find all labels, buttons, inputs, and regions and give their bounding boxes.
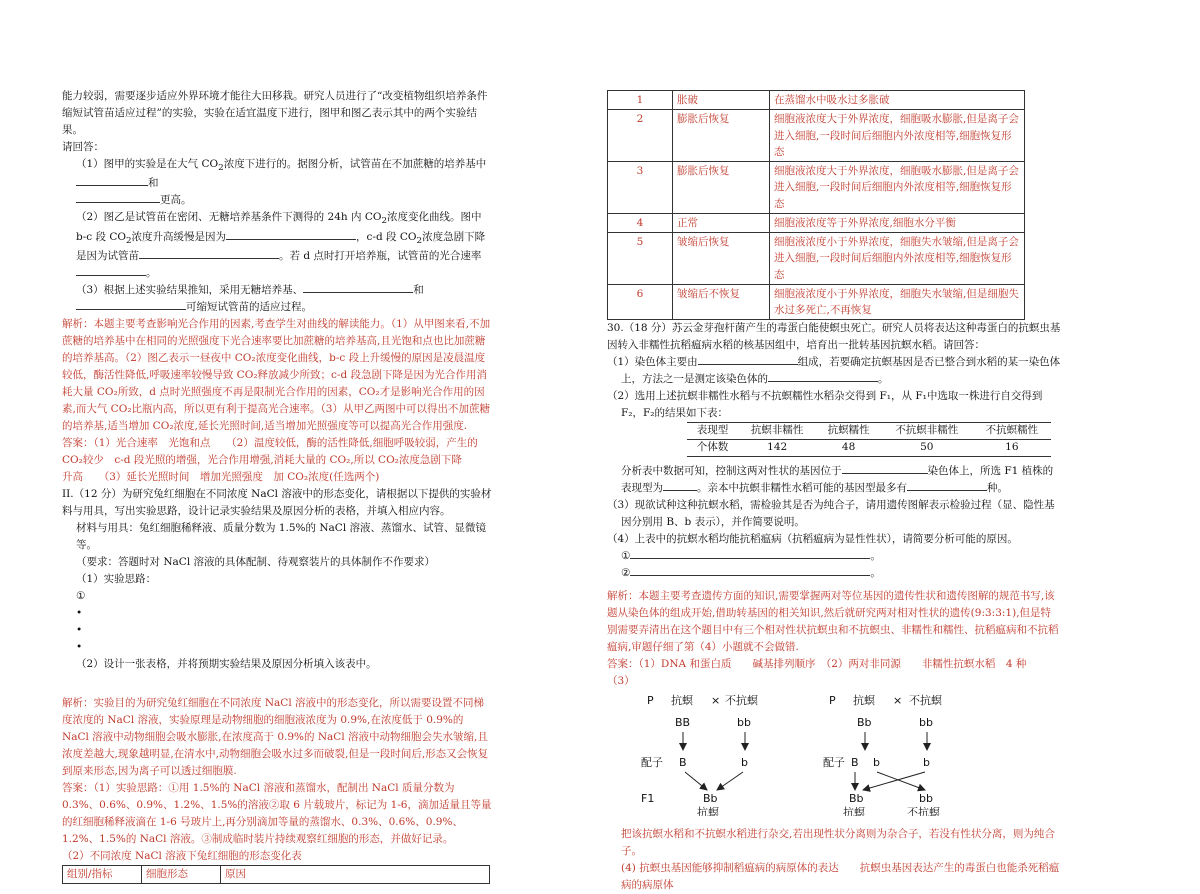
requirement-text: （要求：答题时对 NaCl 溶液的具体配制、待观察装片的具体制作不作要求）: [76, 555, 436, 568]
rbc-group-cell: 5: [608, 233, 673, 285]
q30-part-4: （4）上表中的抗螟水稻均能抗稻瘟病（抗稻瘟病为显性性状），请简要分析可能的原因。: [607, 532, 1018, 545]
gamete-b3-right: b: [923, 755, 930, 769]
conclusion-text: 把该抗螟水稻和不抗螟水稻进行杂交,若出现性状分离则为杂合子，若没有性状分离，则为纯合子。: [621, 827, 1055, 857]
question-3: （3）根据上述实验结果推知，采用无糖培养基、 和可缩短试管苗的适应过程。: [76, 283, 424, 313]
rbc-table-row: [608, 162, 1025, 214]
stat-h2: 抗螟糯性: [816, 423, 881, 440]
rbc-table-row: [608, 91, 1025, 110]
answer-3-3: （3）: [607, 674, 635, 687]
bullet-2: •: [76, 623, 83, 636]
bb-f1-right: Bb: [849, 791, 864, 805]
stat-v3: 50: [920, 441, 934, 454]
stat-v1: 142: [767, 441, 788, 454]
nonresistant-left: 不抗螟: [725, 693, 758, 707]
left-column: [62, 88, 492, 884]
bb-het-right: Bb: [857, 715, 872, 729]
rbc-shape-cell: 胀破: [673, 91, 770, 110]
rbc-reason-cell: 细胞液浓度等于外界浓度,细胞水分平衡: [770, 213, 1025, 232]
rbc-reason-cell: 细胞液浓度小于外界浓度，细胞失水皱缩,但是细胞失水过多死亡,不再恢复: [770, 284, 1025, 320]
rbc-shape-cell: 皱缩后恢复: [673, 233, 770, 285]
gamete-b-left: B: [679, 755, 687, 769]
intro-text: 能力较弱，需要逐步适应外界环境才能往大田移栽。研究人员进行了“改变植物组织培养条件缩短试管苗适应过程”的实验，实验在适宜温度下进行，图甲和图乙表示其中的两个实验结果。: [62, 90, 488, 136]
question-prompt: 请回答：: [62, 141, 104, 153]
stat-v4: 16: [1005, 441, 1019, 454]
stat-v2: 48: [841, 441, 856, 454]
q30-intro: 30.（18 分）苏云金芽孢杆菌产生的毒蛋白能使螟虫死亡。研究人员将表达这种毒蛋白的抗螟虫基因转入非糯性抗稻瘟病水稻的核基因组中，培育出一批转基因抗螟水稻。请回答：: [607, 322, 1061, 352]
question-2: （2）图乙是试管苗在密闭、无糖培养基条件下测得的 24h 内 $CO_2$浓度变化曲线。图中 b-c 段 $CO_2$浓度升高缓慢是因为 ，c-d 段 $CO_2$浓度急剧下降是因为试管苗 。若 d 点时打开培养瓶，试管苗的光合速率。: [76, 211, 486, 279]
q30-part-1: （1）染色体主要由 组成，若要确定抗螟基因是否已整合到水稻的某一染色体上，方法之一是测定该染色体的 。: [607, 356, 1061, 386]
genetic-cross-diagram: [607, 690, 1061, 816]
part2-question-2: （2）设计一张表格，并将预期实验结果及原因分析填入该表中。: [76, 657, 377, 670]
rbc-shape-cell: 正常: [673, 213, 770, 232]
cross-left: ×: [711, 693, 721, 707]
stat-v0: 个体数: [696, 441, 729, 454]
q30-part-3: （3）现欲试种这种抗螟水稻，需检验其是否为纯合子，请用遗传图解表示检验过程（显、隐性基因分别用 B、b 表示），并作简要说明。: [607, 498, 1055, 528]
table-title: （2）不同浓度 NaCl 溶液下兔红细胞的形态变化表: [62, 849, 302, 862]
bb-dom-left: BB: [675, 715, 691, 729]
bullet-1: •: [76, 606, 83, 619]
nonresistant-f1-right: 不抗螟: [907, 805, 940, 816]
gamete-b2-right: b: [873, 755, 880, 769]
question-1: （1）图甲的实验是在大气 $CO_2$浓度下进行的。据图分析，试管苗在不加蔗糖的培养基中和 更高。: [76, 158, 487, 207]
resistant-left: 抗螟: [671, 693, 693, 707]
answer-4: (4) 抗螟虫基因能够抑制稻瘟病的病原体的表达 抗螟虫基因表达产生的毒蛋白也能杀死稻瘟病的病原体: [621, 861, 1060, 891]
answer-line-2: ② 。: [621, 566, 881, 579]
resistant-f1-left: 抗螟: [697, 805, 719, 816]
resistant-right: 抗螟: [853, 693, 875, 707]
analysis-2: 解析：实验目的为研究兔红细胞在不同浓度 NaCl 溶液中的形态变化，所以需要设置不同梯度浓度的 NaCl 溶液，实验原理是动物细胞的细胞液浓度为 0.9%,在浓度低于 0.9%的 NaCl 溶液中动物细胞会吸水膨胀,在浓度高于 0.9%的 NaCl 溶液中动物细胞会失水皱缩,且浓度差越大,现象越明显,在清水中,动物细胞会吸水过多而破裂,但是一段时间后,形态又会恢复到原来形态,因为离子可以透过细胞膜.: [62, 696, 489, 777]
bb-rec-f1-right: bb: [919, 791, 933, 805]
cross-right: ×: [893, 693, 903, 707]
rbc-table: [607, 90, 1025, 320]
p-label-right: P: [829, 693, 836, 707]
rbc-shape-cell: 皱缩后不恢复: [673, 284, 770, 320]
stat-h4: 不抗螟糯性: [973, 423, 1051, 440]
rbc-reason-cell: 在蒸馏水中吸水过多胀破: [770, 91, 1025, 110]
rbc-group-cell: 6: [608, 284, 673, 320]
p-label-left: P: [647, 693, 654, 707]
stat-h1: 抗螟非糯性: [738, 423, 816, 440]
bb-rec-left: bb: [737, 715, 751, 729]
resistant-f1-right: 抗螟: [843, 805, 865, 816]
stat-h3: 不抗螟非糯性: [881, 423, 973, 440]
gamete-b1-right: B: [851, 755, 859, 769]
materials-text: 材料与用具：兔红细胞稀释液、质量分数为 1.5%的 NaCl 溶液、蒸馏水、试管、显微镜等。: [76, 521, 487, 551]
rbc-group-cell: 3: [608, 162, 673, 214]
rbc-shape-cell: 膨胀后恢复: [673, 110, 770, 162]
rbc-group-cell: 2: [608, 110, 673, 162]
rbc-table-row: [608, 213, 1025, 232]
rbc-group-cell: 1: [608, 91, 673, 110]
answer-line-1: ① 。: [621, 549, 881, 562]
part2-title: II.（12 分）为研究兔红细胞在不同浓度 NaCl 溶液中的形态变化，请根据以下提供的实验材料与用具，写出实验思路，设计记录实验结果及原因分析的表格，并填入相应内容。: [62, 487, 492, 517]
q30-analysis-question: 分析表中数据可知，控制这两对性状的基因位于 染色体上，所选 F1 植株的表现型为 。亲本中抗螟非糯性水稻可能的基因型最多有 种。: [621, 464, 1054, 494]
rbc-reason-cell: 细胞液浓度大于外界浓度，细胞吸水膨胀,但是离子会进入细胞,一段时间后细胞内外浓度相等,细胞恢复形态: [770, 162, 1025, 214]
nonresistant-right: 不抗螟: [909, 693, 942, 707]
bullet-3: •: [76, 640, 83, 653]
answer-3: 答案：（1）DNA 和蛋白质 碱基排列顺序 （2）两对非同源 非糯性抗螟水稻 4 种: [607, 657, 1027, 670]
f1-left: F1: [641, 791, 655, 805]
answer-2: 答案：（1）实验思路：①用 1.5%的 NaCl 溶液和蒸馏水，配制出 NaCl 质量分数为 0.3%、0.6%、0.9%、1.2%、1.5%的溶液②取 6 片载玻片，标记为 1-6，滴加适量且等量的红细胞稀释液滴在 1-6 号玻片上,再分别滴加等量的蒸馏水、0.3%、0.6%、0.9%、1.2%、1.5%的 NaCl 溶液。③制成临时装片持续观察红细胞的形态，并做好记录。: [62, 781, 492, 845]
rbc-reason-cell: 细胞液浓度小于外界浓度，细胞失水皱缩,但是离子会进入细胞,一段时间后细胞内外浓度相等,细胞恢复形态: [770, 233, 1025, 285]
header-group: 组别/指标: [63, 865, 142, 883]
analysis-1: 解析：本题主要考查影响光合作用的因素,考查学生对曲线的解读能力。（1）从甲图来看,不加蔗糖的培养基中在相同的光照强度下光合速率要比加蔗糖的培养基高,且光饱和点也比加蔗糖的培养基高。（2）图乙表示一昼夜中 CO₂浓度变化曲线，b-c 段上升缓慢的原因是凌晨温度较低，酶活性降低,呼吸速率较慢导致 CO₂释放减少所致；c-d 段急剧下降是因为光合作用消耗大量 CO₂所致，d 点时光照强度不再是限制光合作用的因素，CO₂才是影响光合作用的因素,而大气 CO₂比瓶内高，所以更有利于提高光合速率。（3）从甲乙两图中可以得出不加蔗糖的培养基,适当增加 CO₂浓度,延长光照时间,适当增加光照强度等可以提高光合作用强度.: [62, 317, 491, 432]
bb-f1-left: Bb: [703, 791, 718, 805]
rbc-table-row: [608, 233, 1025, 285]
header-reason: 原因: [221, 865, 490, 883]
stat-h0: 表现型: [687, 423, 738, 440]
rbc-shape-cell: 膨胀后恢复: [673, 162, 770, 214]
analysis-3: 解析：本题主要考查遗传方面的知识,需要掌握两对等位基因的遗传性状和遗传图解的规范书写,该题从染色体的组成开始,借助转基因的相关知识,然后就研究两对相对性状的遗传(9:3:3:1),但是特别需要弄清出在这个题目中有三个相对性状抗螟虫和不抗螟虫、非糯性和糯性、抗稻瘟病和不抗稻瘟病,审题仔细了第（4）小题就不会做错.: [607, 589, 1059, 653]
part2-question-1: （1）实验思路：: [76, 572, 157, 585]
q30-part-2: （2）选用上述抗螟非糯性水稻与不抗螟糯性水稻杂交得到 F₁，从 F₁中选取一株进行自交得到 F₂，F₂的结果如下表：: [607, 390, 1043, 420]
gamete-left: 配子: [641, 755, 663, 769]
rbc-group-cell: 4: [608, 213, 673, 232]
rbc-table-header: [62, 865, 490, 884]
circle-one: ①: [76, 589, 86, 602]
rbc-reason-cell: 细胞液浓度大于外界浓度，细胞吸水膨胀,但是离子会进入细胞,一段时间后细胞内外浓度相等,细胞恢复形态: [770, 110, 1025, 162]
gamete-rb-left: b: [741, 755, 748, 769]
rbc-table-row: [608, 110, 1025, 162]
answer-1: 答案：（1）光合速率 光饱和点 （2）温度较低，酶的活性降低,细胞呼吸较弱，产生的 CO₂较少 c-d 段光照的增强，光合作用增强,消耗大量的 CO₂,所以 CO₂浓度急剧下降 升高 （3）延长光照时间 增加光照强度 加 CO₂浓度(任选两个): [62, 436, 494, 483]
rbc-table-row: [608, 284, 1025, 320]
f2-stat-table: [687, 422, 1051, 457]
gamete-right: 配子: [823, 755, 845, 769]
right-column: [607, 90, 1061, 894]
header-shape: 细胞形态: [142, 865, 221, 883]
bb-rec-right: bb: [919, 715, 933, 729]
